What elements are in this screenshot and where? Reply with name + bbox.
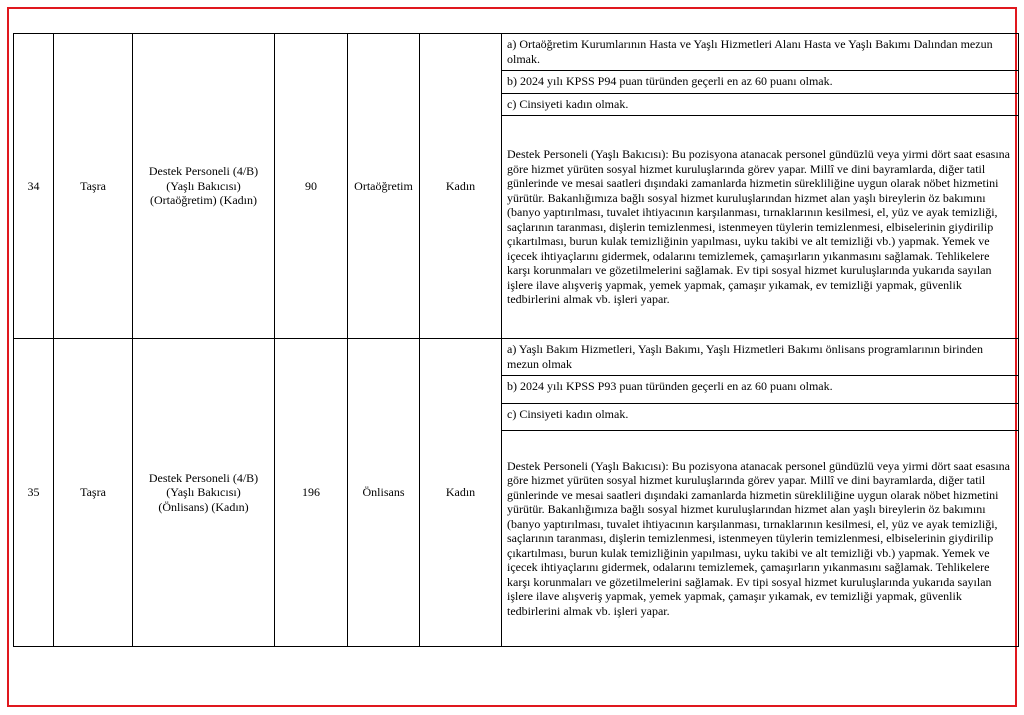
requirement-c: c) Cinsiyeti kadın olmak. [502,404,1019,431]
location-cell: Taşra [54,34,133,339]
location-cell: Taşra [54,339,133,647]
position-title-cell [133,339,275,647]
education-cell: Önlisans [348,339,420,647]
position-title-cell [133,34,275,339]
position-subtitle: (Önlisans) (Kadın) [158,499,249,514]
requirement-a: a) Yaşlı Bakım Hizmetleri, Yaşlı Bakımı, Yaşlı Hizmetleri Bakımı önlisans programlarının birinden mezun olmak [502,339,1019,376]
gender-cell: Kadın [420,339,502,647]
education-cell: Ortaöğretim [348,34,420,339]
job-description: Destek Personeli (Yaşlı Bakıcısı): Bu pozisyona atanacak personel gündüzlü veya yirmi dört saat esasına göre hizmet yürüten sosyal hizmet kuruluşlarında görev yapar. Millî ve dini bayramlarda, diğer tatil günlerinde ve mesai saatleri dışındaki zamanlarda hizmetin sürekliliğine uygun olarak nöbet hizmetini yürütür. Bakanlığımıza bağlı sosyal hizmet kuruluşlarından hizmet alan yaşlı bireylerin öz bakımını (banyo yaptırılması, tuvalet ihtiyacının karşılanması, tırnaklarının kesilmesi, el, yüz ve ayak temizliği, saçlarının taranması, dişlerin temizlenmesi, istenmeyen tüylerin temizlenmesi, elbiselerinin giydirilip çıkartılması, burun kulak temizliğinin yapılması, uyku takibi ve alt temizliği vb.) yapmak. Yemek ve içecek ihtiyaçlarını gidermek, odalarını temizlemek, çamaşırların yıkanmasını sağlamak. Tehlikelere karşı korunmaları ve gözetilmelerini sağlamak. Ev tipi sosyal hizmet kuruluşlarında yukarıda sayılan işlere ilave alışveriş yapmak, yemek yapmak, çamaşır yıkamak, ev temizliği yapmak, güvenlik tedbirlerini almak vb. işleri yapar. [502,431,1019,647]
requirement-c: c) Cinsiyeti kadın olmak. [502,94,1019,116]
position-title: Destek Personeli (4/B) [148,164,259,179]
job-description: Destek Personeli (Yaşlı Bakıcısı): Bu pozisyona atanacak personel gündüzlü veya yirmi dört saat esasına göre hizmet yürüten sosyal hizmet kuruluşlarında görev yapar. Millî ve dini bayramlarda, diğer tatil günlerinde ve mesai saatleri dışındaki zamanlarda hizmetin sürekliliğine uygun olarak nöbet hizmetini yürütür. Bakanlığımıza bağlı sosyal hizmet kuruluşlarından hizmet alan yaşlı bireylerin öz bakımını (banyo yaptırılması, tuvalet ihtiyacının karşılanması, tırnaklarının kesilmesi, el, yüz ve ayak temizliği, saçlarının taranması, dişlerin temizlenmesi, istenmeyen tüylerin temizlenmesi, elbiselerinin giydirilip çıkartılması, burun kulak temizliğinin yapılması, uyku takibi ve alt temizliği vb.) yapmak. Yemek ve içecek ihtiyaçlarını gidermek, odalarını temizlemek, çamaşırların yıkanmasını sağlamak. Tehlikelere karşı korunmaları ve gözetilmelerini sağlamak. Ev tipi sosyal hizmet kuruluşlarında yukarıda sayılan işlere ilave alışveriş yapmak, yemek yapmak, çamaşır yıkamak, ev temizliği yapmak, güvenlik tedbirlerini almak vb. işleri yapar. [502,116,1019,339]
position-subtitle: (Yaşlı Bakıcısı) [166,178,241,193]
requirement-a: a) Ortaöğretim Kurumlarının Hasta ve Yaşlı Hizmetleri Alanı Hasta ve Yaşlı Bakımı Dalından mezun olmak. [502,34,1019,71]
row-number: 35 [14,339,54,647]
position-subtitle: (Ortaöğretim) (Kadın) [150,193,257,208]
position-subtitle: (Yaşlı Bakıcısı) [166,485,241,500]
gender-cell: Kadın [420,34,502,339]
quota-cell: 90 [275,34,348,339]
table-row [14,34,1019,71]
table-row [14,339,1019,376]
requirement-b: b) 2024 yılı KPSS P94 puan türünden geçerli en az 60 puanı olmak. [502,71,1019,94]
quota-cell: 196 [275,339,348,647]
position-title: Destek Personeli (4/B) [148,470,259,485]
position-table [13,33,1019,647]
row-number: 34 [14,34,54,339]
requirement-b: b) 2024 yılı KPSS P93 puan türünden geçerli en az 60 puanı olmak. [502,376,1019,404]
